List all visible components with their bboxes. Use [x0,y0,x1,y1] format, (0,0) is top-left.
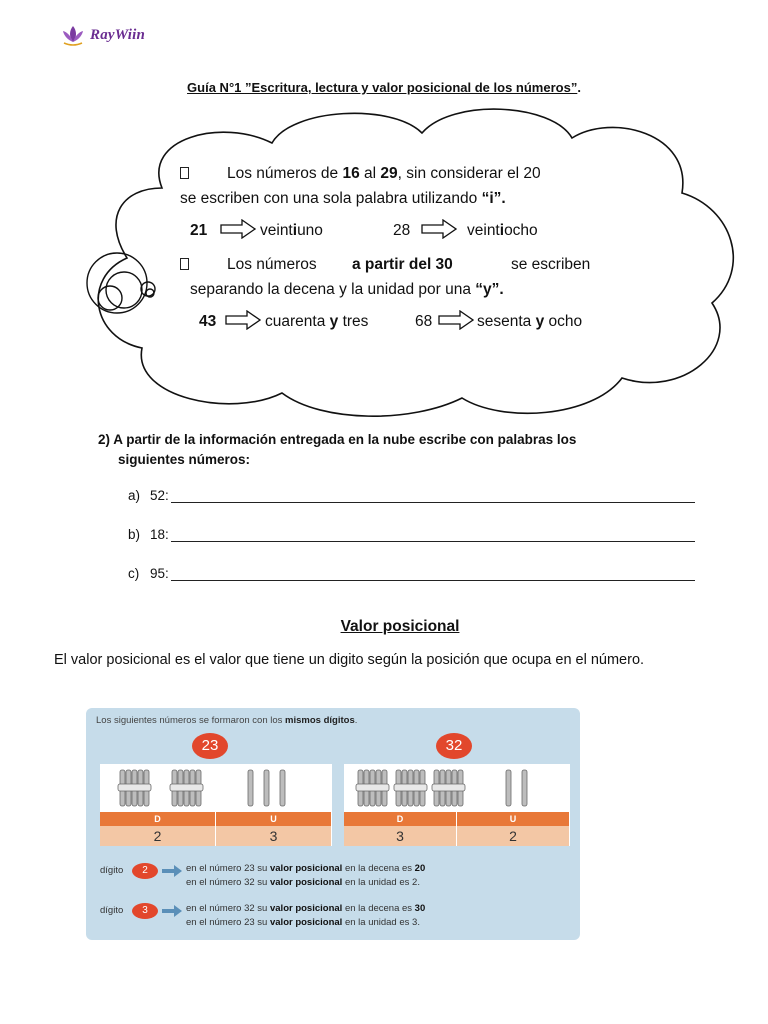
place-value-row [100,826,332,846]
units-label: U [457,812,570,826]
guide-title [0,80,768,95]
right-arrow-icon [421,219,457,239]
right-arrow-icon [225,310,261,330]
cloud-bullet2-line1: Los números [227,256,317,273]
section-paragraph: El valor posicional es el valor que tiene un digito según la posición que ocupa en el número. [54,652,645,668]
place-header-row [344,812,570,826]
logo [60,22,145,48]
question-2-line1: 2) A partir de la información entregada en la nube escribe con palabras los [98,432,577,447]
section-title: Valor posicional [340,618,460,635]
example-number: 28 [393,222,411,239]
cloud-bullet2-end: se escriben [511,256,591,273]
base-ten-blocks-icon [344,764,570,812]
right-arrow-icon [438,310,474,330]
digit-explanation: en el número 32 su valor posicional en la unidad es 2. [186,877,420,888]
digit-explanation: en el número 23 su valor posicional en la decena es 20 [186,863,426,874]
question-2-line2: siguientes números: [118,452,251,467]
answer-label: c) [128,566,140,581]
right-arrow-icon [162,905,182,917]
digit-explanation: en el número 23 su valor posicional en la unidad es 3. [186,917,420,928]
bullet-box-icon [180,167,189,179]
logo-text: RayWiin [90,26,146,43]
place-value-row [344,826,570,846]
answer-blank-line[interactable] [171,489,695,503]
digit-chip: 3 [132,903,158,919]
right-arrow-icon [162,865,182,877]
answer-blank-line[interactable] [171,528,695,542]
guide-title-text: ”Escritura, lectura y valor posicional de los números” [244,80,578,95]
answer-item-c [128,566,695,581]
digit-chip: 2 [132,863,158,879]
digit-explanation: en el número 32 su valor posicional en la decena es 30 [186,903,426,914]
cloud-bullet2-bold: a partir del 30 [352,256,453,273]
example-number: 68 [415,313,433,330]
digit-word: dígito [100,865,124,876]
example-word: veintiuno [260,222,323,239]
answer-label: a) [128,488,141,503]
lotus-logo-icon [60,22,86,48]
answer-label: b) [128,527,141,542]
tens-label: D [100,812,216,826]
example-word: veintiocho [467,222,538,239]
example-word: sesenta y ocho [477,313,583,330]
number-badge: 32 [436,733,472,759]
answer-number: 18: [150,527,169,542]
units-value: 2 [457,826,570,846]
answer-number: 95: [150,566,169,581]
bullet-box-icon [180,258,189,270]
panel-heading: Los siguientes números se formaron con los mismos dígitos. [96,715,358,726]
answer-number: 52: [150,488,169,503]
digit-word: dígito [100,905,124,916]
question-2 [98,430,576,470]
right-arrow-icon [220,219,256,239]
units-value: 3 [216,826,332,846]
cloud-bullet1-line1: Los números de 16 al 29, sin considerar el 20 [227,165,541,182]
example-word: cuarenta y tres [265,313,369,330]
example-number: 43 [199,313,217,330]
number-badge: 23 [192,733,228,759]
guide-title-prefix: Guía N°1 [187,80,245,95]
answer-item-b [128,527,695,542]
units-label: U [216,812,332,826]
place-value-illustration [86,708,580,940]
example-number: 21 [190,222,208,239]
answer-item-a [128,488,695,503]
tens-value: 3 [344,826,457,846]
tens-value: 2 [100,826,216,846]
cloud-bullet1-line2: se escriben con una sola palabra utilizando “i”. [180,190,506,207]
place-header-row [100,812,332,826]
base-ten-blocks-icon [100,764,332,812]
tens-label: D [344,812,457,826]
cloud-bullet2-line2: separando la decena y la unidad por una “y”. [190,281,504,298]
guide-title-suffix: . [577,80,581,95]
answer-blank-line[interactable] [171,567,695,581]
